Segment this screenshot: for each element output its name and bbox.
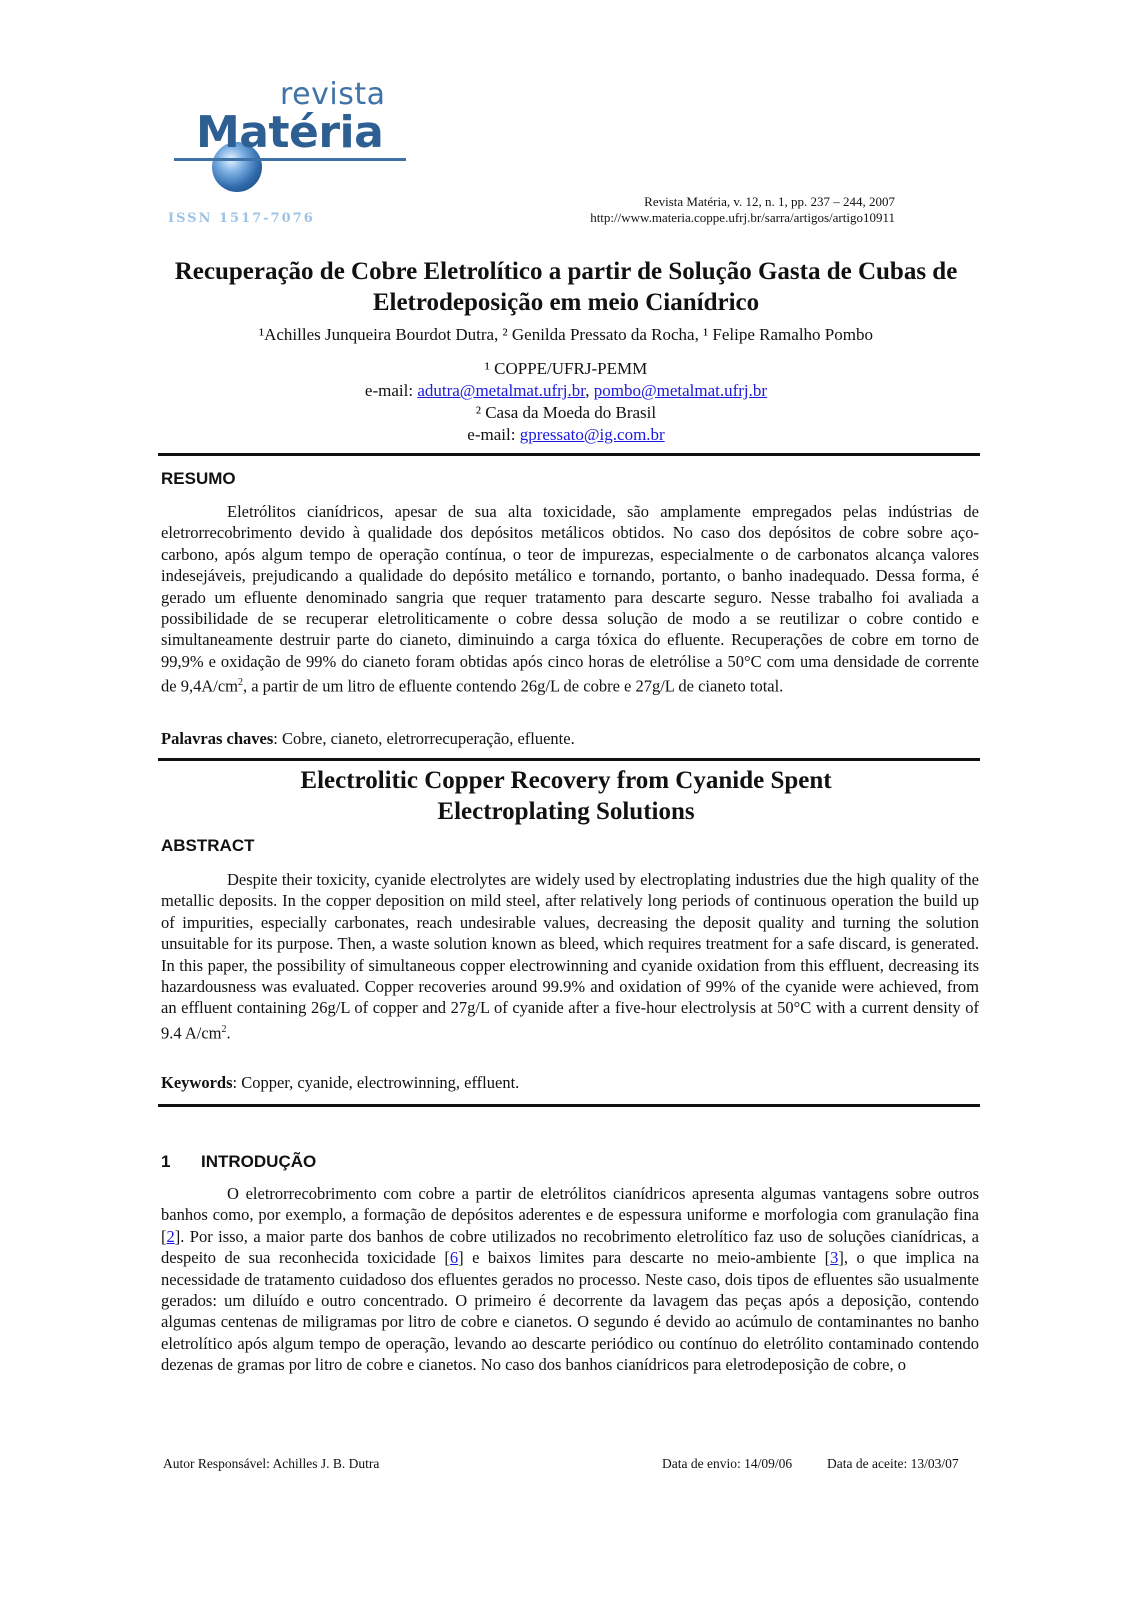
divider-rule (158, 1104, 980, 1107)
title-pt-line2: Eletrodeposição em meio Cianídrico (372, 289, 760, 316)
keywords-en-label: Keywords (161, 1073, 233, 1092)
affiliation-2: ² Casa da Moeda do Brasil (475, 403, 657, 422)
divider-rule (158, 453, 980, 456)
article-url[interactable]: http://www.materia.coppe.ufrj.br/sarra/artigos/artigo10911 (590, 210, 895, 225)
intro-text: ]. Por isso, a maior parte dos banhos de cobre utilizados no recobrimento eletrolítico faz uso de soluções cianídricas, a despeito de sua reconhecida toxicidade [ (161, 1226, 979, 1268)
email-separator: , (585, 381, 594, 400)
email-link-gpressato[interactable]: gpressato@ig.com.br (519, 425, 665, 444)
resumo-body (161, 501, 979, 697)
footer-author: Autor Responsável: Achilles J. B. Dutra (163, 1456, 380, 1471)
paper-title-pt (150, 256, 982, 318)
citation-link[interactable]: 2 (166, 1226, 175, 1246)
section-title: INTRODUÇÃO (201, 1152, 317, 1171)
email-line-1 (150, 380, 982, 402)
resumo-text-end: , a partir de um litro de efluente contendo 26g/L de cobre e 27g/L de cianeto total. (242, 676, 784, 696)
journal-citation: Revista Matéria, v. 12, n. 1, pp. 237 – 244, 2007 (644, 194, 895, 209)
logo-word-materia: Matéria (196, 107, 384, 158)
keywords-pt (161, 729, 575, 749)
footer-date-sent: Data de envio: 14/09/06 (662, 1456, 793, 1471)
email-prefix: e-mail: (364, 381, 418, 400)
logo-word-revista: revista (280, 77, 386, 112)
keywords-pt-list: : Cobre, cianeto, eletrorrecuperação, efluente. (273, 729, 575, 748)
logo-underline (174, 158, 406, 161)
email-link-pombo[interactable]: pombo@metalmat.ufrj.br (593, 381, 768, 400)
title-en-line1: Electrolitic Copper Recovery from Cyanide Spent (300, 767, 832, 794)
journal-logo (168, 77, 408, 200)
title-en-line2: Electroplating Solutions (437, 798, 695, 825)
abstract-text-end: . (226, 1023, 231, 1043)
issn-label: ISSN 1517-7076 (168, 211, 315, 226)
affiliations (150, 358, 982, 446)
intro-heading (161, 1152, 316, 1172)
email-line-2 (150, 424, 982, 446)
abstract-heading: ABSTRACT (161, 836, 255, 855)
citation-link[interactable]: 3 (830, 1248, 839, 1268)
section-number: 1 (161, 1152, 171, 1171)
title-pt-line1: Recuperação de Cobre Eletrolítico a partir de Solução Gasta de Cubas de (174, 258, 958, 285)
divider-rule (158, 758, 980, 761)
journal-reference (545, 194, 895, 226)
superscript: 2 (221, 1023, 227, 1035)
resumo-heading: RESUMO (161, 469, 236, 488)
superscript: 2 (237, 677, 243, 689)
intro-text: O eletrorrecobrimento com cobre a partir de eletrólitos cianídricos apresenta algumas vantagens sobre outros banhos como, por exemplo, a formação de depósitos aderentes e de espessura uniforme e morfologia com granulação fina [ (161, 1184, 979, 1246)
footer-date-accepted: Data de aceite: 13/03/07 (827, 1456, 959, 1471)
citation-link[interactable]: 6 (449, 1248, 459, 1268)
email-link-adutra[interactable]: adutra@metalmat.ufrj.br (417, 381, 586, 400)
keywords-en-list: : Copper, cyanide, electrowinning, effluent. (232, 1073, 520, 1092)
intro-text: ] e baixos limites para descarte no meio-ambiente [ (458, 1248, 831, 1268)
abstract-body (161, 869, 979, 1044)
affiliation-1: ¹ COPPE/UFRJ-PEMM (484, 359, 648, 378)
author-list: ¹Achilles Junqueira Bourdot Dutra, ² Genilda Pressato da Rocha, ¹ Felipe Ramalho Pombo (259, 325, 873, 344)
paper-title-en (150, 765, 982, 827)
intro-text: ], o que implica na necessidade de tratamento cuidadoso dos efluentes gerados no processo. Neste caso, dois tipos de efluentes são usualmente gerados: um diluído e outro concentrado. O primeiro é decorrente da lavagem das peças após a deposição, contendo algumas centenas de miligramas por litro de cobre e cianetos. O segundo é devido ao acúmulo de contaminantes no banho eletrolítico após algum tempo de operação, levando ao descarte periódico ou contínuo do eletrólito contaminado contendo dezenas de gramas por litro de cobre e cianetos. No caso dos banhos cianídricos para eletrodeposição de cobre, o (161, 1248, 979, 1375)
intro-body (161, 1183, 979, 1376)
resumo-text: Eletrólitos cianídricos, apesar de sua alta toxicidade, são amplamente empregados pelas indústrias de eletrorrecobrimento devido à qualidade dos depósitos metálicos obtidos. No caso dos depósitos de cobre sobre aço-carbono, após algum tempo de operação contínua, o teor de impurezas, especialmente o de carbonatos alcança valores indesejáveis, prejudicando a qualidade do depósito metálico e tornando, portanto, o banho inadequado. Dessa forma, é gerado um efluente denominado sangria que requer tratamento para descarte seguro. Nesse trabalho foi avaliada a possibilidade de se recuperar eletroliticamente o cobre dessa solução de modo a se reutilizar o cobre contido e simultaneamente destruir parte do cianeto, diminuindo a carga tóxica do efluente. Recuperações de cobre em torno de 99,9% e oxidação de 99% do cianeto foram obtidas após cinco horas de eletrólise a 50°C com uma densidade de corrente de 9,4A/cm (161, 502, 979, 696)
email-prefix: e-mail: (467, 425, 520, 444)
abstract-text: Despite their toxicity, cyanide electrolytes are widely used by electroplating industries due the high quality of the metallic deposits. In the copper deposition on mild steel, after relatively long periods of continuous operation the build up of impurities, especially carbonates, reach undesirable values, decreasing the deposit quality and turning the solution unsuitable for its purpose. Then, a waste solution known as bleed, which requires treatment for a safe discard, is generated. In this paper, the possibility of simultaneous copper electrowinning and cyanide oxidation from this effluent, decreasing its hazardousness was evaluated. Copper recoveries around 99.9% and oxidation of 99% of the cyanide were achieved, from an effluent containing 26g/L of copper and 27g/L of cyanide after a five-hour electrolysis at 50°C with a current density of 9.4 A/cm (161, 870, 979, 1043)
keywords-en (161, 1073, 519, 1093)
keywords-pt-label: Palavras chaves (161, 729, 274, 748)
